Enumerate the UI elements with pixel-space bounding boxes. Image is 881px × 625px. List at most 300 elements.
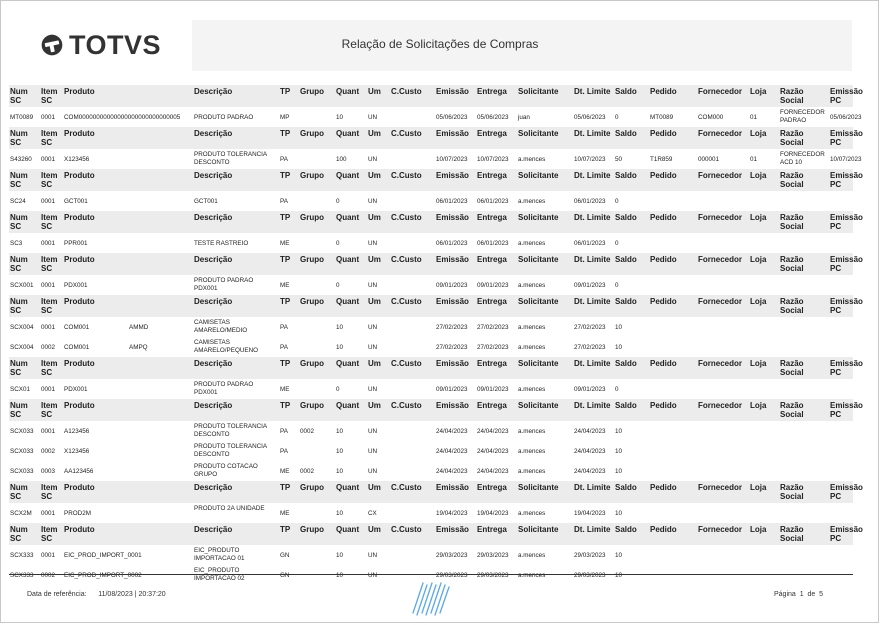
column-header-row (9, 399, 863, 421)
cell-produto: AA123456 (64, 468, 94, 475)
cell-desc: PRODUTO 2A UNIDADE (194, 505, 265, 512)
cell-quant: 10 (336, 552, 344, 559)
cell-emissao: 05/06/2023 (436, 114, 468, 121)
column-header: Num SC (10, 401, 28, 419)
column-header: Quant (336, 401, 360, 410)
column-header: Produto (64, 87, 95, 96)
cell-desc: EIC_PRODUTO IMPORTACAO 02 (194, 567, 245, 582)
column-header: Pedido (650, 297, 677, 306)
cell-item-sc: 0001 (41, 428, 56, 435)
cell-entrega: 09/01/2023 (477, 282, 509, 289)
column-header: Um (368, 87, 381, 96)
totvs-logo-icon (41, 28, 63, 62)
cell-dt-limite: 27/02/2023 (574, 324, 606, 331)
cell-loja: 01 (750, 114, 758, 121)
column-header: Fornecedor (698, 171, 743, 180)
column-header: Grupo (300, 297, 324, 306)
cell-num-sc: MT0089 (10, 114, 34, 121)
cell-produto: X123456 (64, 156, 90, 163)
column-header: Um (368, 213, 381, 222)
column-header: Grupo (300, 213, 324, 222)
cell-produto: PDX001 (64, 386, 88, 393)
column-header: Quant (336, 359, 360, 368)
column-header: Fornecedor (698, 87, 743, 96)
column-header: TP (280, 525, 291, 534)
cell-item-sc: 0001 (41, 114, 56, 121)
column-header: Dt. Limite (574, 255, 611, 264)
cell-saldo: 10 (615, 552, 623, 559)
column-header-row (9, 85, 863, 107)
column-header: TP (280, 401, 291, 410)
cell-razao: FORNECEDOR PADRAO (780, 109, 825, 124)
column-header: Descrição (194, 525, 233, 534)
column-header: C.Custo (391, 483, 422, 492)
column-header-row (9, 481, 863, 503)
cell-dt-limite: 10/07/2023 (574, 156, 606, 163)
page-of: de (807, 591, 816, 598)
column-header: TP (280, 483, 291, 492)
column-header: Fornecedor (698, 255, 743, 264)
totvs-logo (41, 27, 161, 63)
column-header: Um (368, 525, 381, 534)
column-header: C.Custo (391, 87, 422, 96)
column-header: Produto (64, 171, 95, 180)
cell-tp: PA (280, 198, 288, 205)
column-header: Quant (336, 87, 360, 96)
bottom-divider (9, 574, 853, 575)
column-header: Item SC (41, 297, 58, 315)
column-header: Num SC (10, 359, 28, 377)
cell-item-sc: 0001 (41, 386, 56, 393)
column-header: Quant (336, 213, 360, 222)
column-header: Dt. Limite (574, 483, 611, 492)
column-header: Solicitante (518, 359, 559, 368)
column-header: Descrição (194, 171, 233, 180)
column-header: Loja (750, 359, 767, 368)
table-row (9, 421, 853, 441)
column-header: Emissão (436, 297, 469, 306)
cell-dt-limite: 06/01/2023 (574, 240, 606, 247)
cell-num-sc: SCX033 (10, 468, 34, 475)
column-header: Loja (750, 401, 767, 410)
cell-solicitante: a.mences (518, 282, 546, 289)
column-header: Dt. Limite (574, 171, 611, 180)
cell-saldo: 10 (615, 510, 623, 517)
cell-tp: MP (280, 114, 290, 121)
cell-item-sc: 0001 (41, 324, 56, 331)
cell-tp: ME (280, 468, 290, 475)
column-header: Descrição (194, 297, 233, 306)
cell-desc: GCT001 (194, 198, 218, 205)
column-header: Um (368, 297, 381, 306)
cell-saldo: 0 (615, 114, 619, 121)
column-header: Loja (750, 213, 767, 222)
cell-dt-limite: 24/04/2023 (574, 428, 606, 435)
column-header: Quant (336, 129, 360, 138)
cell-desc: EIC_PRODUTO IMPORTACAO 01 (194, 547, 245, 562)
cell-produto: PROD2M (64, 510, 91, 517)
cell-solicitante: a.mences (518, 428, 546, 435)
cell-desc: TESTE RASTREIO (194, 240, 249, 247)
reference-date-label: Data de referência: (27, 591, 87, 598)
column-header: Emissão (436, 129, 469, 138)
cell-entrega: 27/02/2023 (477, 344, 509, 351)
column-header: Solicitante (518, 525, 559, 534)
title-box (192, 20, 852, 71)
column-header: Produto (64, 359, 95, 368)
cell-tp: PA (280, 448, 288, 455)
cell-solicitante: a.mences (518, 510, 546, 517)
cell-entrega: 06/01/2023 (477, 198, 509, 205)
cell-entrega: 05/06/2023 (477, 114, 509, 121)
cell-produto-variant: AMPQ (129, 344, 148, 351)
cell-razao: FORNECEDOR ACD 10 (780, 151, 825, 166)
column-header: Razão Social (780, 255, 804, 273)
cell-desc: PRODUTO PADRAO PDX001 (194, 277, 254, 292)
cell-item-sc: 0001 (41, 552, 56, 559)
cell-solicitante: juan (518, 114, 530, 121)
report-table (9, 85, 863, 585)
cell-um: UN (368, 572, 378, 579)
column-header: Dt. Limite (574, 525, 611, 534)
cell-tp: PA (280, 428, 288, 435)
column-header: Saldo (615, 255, 637, 264)
page-total: 5 (819, 591, 824, 598)
column-header: Solicitante (518, 171, 559, 180)
cell-tp: ME (280, 510, 290, 517)
column-header: Num SC (10, 483, 28, 501)
cell-quant: 10 (336, 510, 344, 517)
totvs-footer-icon (409, 579, 453, 617)
column-header-row (9, 127, 863, 149)
column-header: Item SC (41, 401, 58, 419)
reference-date (27, 591, 166, 598)
column-header: Produto (64, 129, 95, 138)
column-header: Emissão PC (830, 255, 863, 273)
column-header: Um (368, 401, 381, 410)
table-row (9, 441, 853, 461)
cell-entrega: 09/01/2023 (477, 386, 509, 393)
cell-um: UN (368, 448, 378, 455)
column-header: Num SC (10, 255, 28, 273)
cell-num-sc: SCX333 (10, 552, 34, 559)
column-header: Descrição (194, 401, 233, 410)
cell-entrega: 27/02/2023 (477, 324, 509, 331)
cell-solicitante: a.mences (518, 448, 546, 455)
cell-pedido: MT0089 (650, 114, 674, 121)
cell-dt-limite: 24/04/2023 (574, 448, 606, 455)
cell-desc: PRODUTO PADRAO (194, 114, 254, 121)
column-header: Emissão PC (830, 87, 863, 105)
cell-num-sc: SCX333 (10, 572, 34, 579)
column-header: Produto (64, 483, 95, 492)
column-header: Entrega (477, 525, 507, 534)
column-header: C.Custo (391, 213, 422, 222)
cell-um: UN (368, 552, 378, 559)
column-header: Entrega (477, 359, 507, 368)
column-header: Item SC (41, 129, 58, 147)
cell-saldo: 10 (615, 324, 623, 331)
column-header: C.Custo (391, 297, 422, 306)
cell-saldo: 10 (615, 344, 623, 351)
cell-num-sc: SC3 (10, 240, 23, 247)
column-header: Entrega (477, 255, 507, 264)
column-header: Loja (750, 129, 767, 138)
cell-grupo: 0002 (300, 468, 315, 475)
cell-desc: PRODUTO TOLERANCIA DESCONTO (194, 423, 267, 438)
column-header: Emissão (436, 213, 469, 222)
column-header-row (9, 211, 863, 233)
column-header: Solicitante (518, 297, 559, 306)
cell-tp: PA (280, 156, 288, 163)
table-row (9, 379, 853, 399)
cell-tp: ME (280, 386, 290, 393)
cell-item-sc: 0002 (41, 344, 56, 351)
cell-solicitante: a.mences (518, 240, 546, 247)
column-header: Solicitante (518, 483, 559, 492)
column-header: Descrição (194, 87, 233, 96)
cell-emissao: 06/01/2023 (436, 240, 468, 247)
cell-emissao: 24/04/2023 (436, 428, 468, 435)
column-header: Descrição (194, 483, 233, 492)
column-header: Entrega (477, 171, 507, 180)
cell-produto: COM001 (64, 324, 90, 331)
column-header: Saldo (615, 525, 637, 534)
cell-quant: 10 (336, 114, 344, 121)
column-header: Pedido (650, 213, 677, 222)
column-header-row (9, 523, 863, 545)
cell-emissao: 29/03/2023 (436, 572, 468, 579)
column-header: Quant (336, 255, 360, 264)
column-header: Pedido (650, 401, 677, 410)
cell-produto: COM001 (64, 344, 90, 351)
cell-quant: 0 (336, 240, 340, 247)
cell-saldo: 0 (615, 240, 619, 247)
table-row (9, 107, 862, 127)
column-header: Item SC (41, 525, 58, 543)
column-header: Emissão (436, 401, 469, 410)
cell-entrega: 10/07/2023 (477, 156, 509, 163)
column-header-row (9, 357, 863, 379)
column-header-row (9, 253, 863, 275)
cell-dt-limite: 09/01/2023 (574, 282, 606, 289)
column-header: Emissão (436, 255, 469, 264)
cell-quant: 10 (336, 324, 344, 331)
cell-item-sc: 0001 (41, 240, 56, 247)
column-header: Loja (750, 525, 767, 534)
table-row (9, 461, 853, 481)
column-header: Dt. Limite (574, 87, 611, 96)
table-row (9, 317, 853, 337)
table-row (9, 503, 853, 523)
cell-saldo: 0 (615, 282, 619, 289)
cell-um: CX (368, 510, 377, 517)
cell-item-sc: 0001 (41, 282, 56, 289)
cell-dt-limite: 29/03/2023 (574, 552, 606, 559)
logo-text: TOTVS (68, 29, 161, 60)
column-header: Um (368, 129, 381, 138)
column-header: Solicitante (518, 213, 559, 222)
cell-quant: 100 (336, 156, 347, 163)
cell-desc: PRODUTO TOLERANCIA DESCONTO (194, 443, 267, 458)
column-header: Num SC (10, 213, 28, 231)
report-title: Relação de Solicitações de Compras (341, 36, 539, 51)
column-header: Quant (336, 483, 360, 492)
column-header: Item SC (41, 255, 58, 273)
column-header: Saldo (615, 359, 637, 368)
column-header: C.Custo (391, 401, 422, 410)
cell-item-sc: 0001 (41, 198, 56, 205)
cell-solicitante: a.mences (518, 344, 546, 351)
cell-tp: PA (280, 324, 288, 331)
column-header: Fornecedor (698, 213, 743, 222)
cell-dt-limite: 09/01/2023 (574, 386, 606, 393)
column-header: Quant (336, 171, 360, 180)
cell-quant: 10 (336, 468, 344, 475)
column-header: Saldo (615, 129, 637, 138)
cell-emissao-pc: 10/07/2023 (830, 156, 862, 163)
column-header: Fornecedor (698, 359, 743, 368)
cell-item-sc: 0003 (41, 468, 56, 475)
column-header: Descrição (194, 359, 233, 368)
column-header: Num SC (10, 171, 28, 189)
cell-emissao: 09/01/2023 (436, 282, 468, 289)
cell-produto: COM00000000000000000000000000005 (64, 114, 181, 121)
column-header: Pedido (650, 129, 677, 138)
cell-emissao: 29/03/2023 (436, 552, 468, 559)
column-header: C.Custo (391, 359, 422, 368)
cell-solicitante: a.mences (518, 468, 546, 475)
cell-emissao-pc: 05/06/2023 (830, 114, 862, 121)
cell-tp: PA (280, 344, 288, 351)
cell-desc: PRODUTO COTACAO GRUPO (194, 463, 258, 478)
column-header: Emissão PC (830, 213, 863, 231)
cell-um: UN (368, 344, 378, 351)
column-header: Entrega (477, 483, 507, 492)
column-header: Saldo (615, 213, 637, 222)
column-header: Pedido (650, 525, 677, 534)
cell-solicitante: a.mences (518, 324, 546, 331)
cell-emissao: 24/04/2023 (436, 468, 468, 475)
column-header: Entrega (477, 401, 507, 410)
cell-tp: ME (280, 240, 290, 247)
cell-um: UN (368, 428, 378, 435)
column-header: Grupo (300, 483, 324, 492)
cell-quant: 10 (336, 428, 344, 435)
column-header: Grupo (300, 401, 324, 410)
column-header: Solicitante (518, 129, 559, 138)
column-header: Num SC (10, 129, 28, 147)
cell-solicitante: a.mences (518, 552, 546, 559)
reference-date-value: 11/08/2023 | 20:37:20 (98, 591, 166, 598)
column-header: Fornecedor (698, 401, 743, 410)
cell-entrega: 24/04/2023 (477, 448, 509, 455)
cell-dt-limite: 06/01/2023 (574, 198, 606, 205)
column-header: Fornecedor (698, 297, 743, 306)
cell-um: UN (368, 240, 378, 247)
cell-item-sc: 0002 (41, 572, 56, 579)
cell-item-sc: 0002 (41, 448, 56, 455)
column-header: Emissão PC (830, 483, 863, 501)
column-header: Emissão PC (830, 171, 863, 189)
column-header: Grupo (300, 129, 324, 138)
column-header: Emissão (436, 525, 469, 534)
column-header: Razão Social (780, 525, 804, 543)
cell-num-sc: SCX033 (10, 448, 34, 455)
column-header: Um (368, 483, 381, 492)
column-header: Item SC (41, 171, 58, 189)
cell-saldo: 10 (615, 468, 623, 475)
column-header: Produto (64, 213, 95, 222)
cell-saldo: 10 (615, 428, 623, 435)
cell-produto: EIC_PROD_IMPORT_0002 (64, 572, 142, 579)
column-header: Entrega (477, 87, 507, 96)
cell-emissao: 24/04/2023 (436, 448, 468, 455)
column-header-row (9, 295, 863, 317)
cell-num-sc: SCX01 (10, 386, 30, 393)
column-header: Fornecedor (698, 483, 743, 492)
cell-um: UN (368, 156, 378, 163)
cell-entrega: 19/04/2023 (477, 510, 509, 517)
cell-num-sc: SCX004 (10, 344, 34, 351)
cell-um: UN (368, 324, 378, 331)
cell-num-sc: S43260 (10, 156, 32, 163)
column-header: Loja (750, 483, 767, 492)
cell-um: UN (368, 198, 378, 205)
column-header: Saldo (615, 87, 637, 96)
cell-item-sc: 0001 (41, 510, 56, 517)
cell-um: UN (368, 282, 378, 289)
cell-quant: 0 (336, 198, 340, 205)
cell-num-sc: SC24 (10, 198, 26, 205)
cell-dt-limite: 27/02/2023 (574, 344, 606, 351)
column-header: Razão Social (780, 483, 804, 501)
column-header: Emissão (436, 359, 469, 368)
column-header: Emissão PC (830, 401, 863, 419)
column-header: Razão Social (780, 171, 804, 189)
column-header: Emissão PC (830, 525, 863, 543)
cell-um: UN (368, 386, 378, 393)
cell-produto: PDX001 (64, 282, 88, 289)
cell-desc: PRODUTO PADRAO PDX001 (194, 381, 254, 396)
cell-produto-variant: AMMD (129, 324, 149, 331)
cell-um: UN (368, 468, 378, 475)
cell-dt-limite: 29/03/2023 (574, 572, 606, 579)
cell-entrega: 24/04/2023 (477, 468, 509, 475)
column-header: Dt. Limite (574, 129, 611, 138)
column-header: Grupo (300, 359, 324, 368)
column-header: Razão Social (780, 87, 804, 105)
column-header: Solicitante (518, 87, 559, 96)
cell-emissao: 27/02/2023 (436, 324, 468, 331)
cell-entrega: 06/01/2023 (477, 240, 509, 247)
cell-num-sc: SCX004 (10, 324, 34, 331)
column-header: Quant (336, 297, 360, 306)
cell-solicitante: a.mences (518, 572, 546, 579)
table-row (9, 545, 853, 565)
column-header: Saldo (615, 171, 637, 180)
column-header: Entrega (477, 297, 507, 306)
column-header: Um (368, 171, 381, 180)
cell-grupo: 0002 (300, 428, 315, 435)
column-header: Item SC (41, 213, 58, 231)
cell-emissao: 09/01/2023 (436, 386, 468, 393)
cell-produto: EIC_PROD_IMPORT_0001 (64, 552, 142, 559)
cell-emissao: 27/02/2023 (436, 344, 468, 351)
column-header: Descrição (194, 213, 233, 222)
column-header: Razão Social (780, 213, 804, 231)
column-header: Dt. Limite (574, 297, 611, 306)
